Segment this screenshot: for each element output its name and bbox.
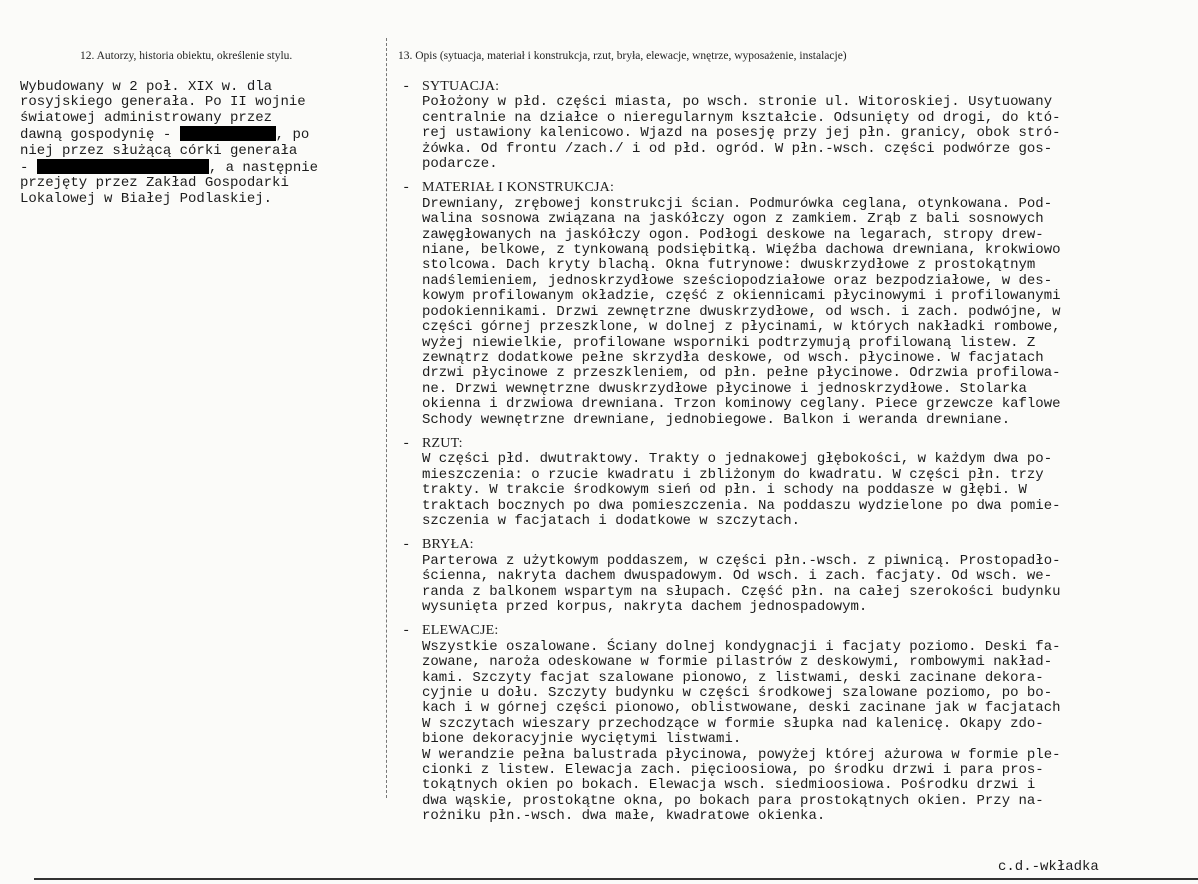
section-line: ne. Drzwi wewnętrzne dwuskrzydłowe płycinowe i jednoskrzydłowe. Stolarka [422, 380, 1027, 397]
history-text-block [20, 80, 318, 207]
section-line: tokątnych okien po bokach. Elewacja wsch. siedmioosiowa. Pośrodku drzwi i [422, 777, 1036, 794]
section-line: centralnie na działce o nieregularnym kształcie. Odsunięty od drogi, do któ- [422, 109, 1061, 126]
section-line: Położony w płd. części miasta, po wsch. stronie ul. Witoroskiej. Usytuowany [422, 94, 1053, 111]
redaction-bar [180, 126, 276, 141]
section-line: nadślemieniem, jednoskrzydłowe sześciopodziałowe oraz bezpodziałowe, w des- [422, 272, 1053, 289]
section-line: zawęgłowanych na jaskółczy ogon. Podłogi deskowe na legarach, stropy drew- [422, 226, 1044, 243]
section-line: Schody wewnętrzne drewniane, jednobiegowe. Balkon i weranda drewniane. [422, 411, 1011, 428]
bottom-rule [34, 878, 1198, 880]
section-line: cionki z listew. Elewacja zach. pięcioosiowa, po środku drzwi i para pros- [422, 762, 1044, 779]
section-line: traktach bocznych po dwa pomieszczenia. Na poddaszu wydzielone po dwa pomie- [422, 497, 1061, 514]
section-heading [402, 180, 1198, 196]
section-heading [402, 436, 1198, 452]
history-line: - [20, 160, 37, 177]
section-line: mieszczenia: o rzucie kwadratu i zbliżonym do kwadratu. W części płn. trzy [422, 466, 1044, 483]
section-line: kami. Szczyty facjat szalowane pionowo, z listwami, deski zacinane dekora- [422, 669, 1044, 686]
section-line: Wszystkie oszalowane. Ściany dolnej kondygnacji i facjaty poziomo. Deski fa- [422, 638, 1061, 655]
section-title: BRYŁA: [422, 537, 474, 553]
description-section [402, 436, 1198, 529]
bullet-dash: - [402, 537, 411, 554]
field-header-description: 13. Opis (sytuacja, materiał i konstrukcja, rzut, bryła, elewacje, wnętrze, wyposażenie, instalacje) [398, 50, 847, 62]
section-line: zewnątrz dodatkowe pełne skrzydła deskowe, od wsch. płycinowe. W facjatach [422, 349, 1044, 366]
section-line: ścienna, nakryta dachem dwuspadowym. Od wsch. i zach. facjaty. Od wsch. we- [422, 568, 1053, 585]
section-title: SYTUACJA: [422, 79, 500, 94]
history-line: rosyjskiego generała. Po II wojnie [20, 94, 306, 111]
section-line: rożniku płn.-wsch. dwa małe, kwadratowe okienka. [422, 808, 826, 825]
redaction-bar [37, 159, 209, 174]
bullet-dash: - [402, 79, 411, 95]
section-line: W werandzie pełna balustrada płycinowa, powyżej której ażurowa w formie ple- [422, 746, 1061, 763]
section-line: stolcowa. Dach kryty blachą. Okna futrynowe: dwuskrzydłowe z prostokątnym [422, 257, 1036, 274]
description-sections [402, 79, 1198, 833]
section-line: okienna i drzwiowa drewniana. Trzon kominowy ceglany. Piece grzewcze kaflowe [422, 396, 1061, 413]
history-line: , a następnie [208, 160, 319, 177]
history-line: dawną gospodynię - [20, 127, 180, 144]
description-section [402, 79, 1198, 172]
section-title: RZUT: [422, 435, 463, 451]
section-line: szczenia w facjatach i dodatkowe w szczytach. [422, 512, 801, 529]
section-title: MATERIAŁ I KONSTRUKCJA: [422, 180, 615, 196]
bullet-dash: - [402, 180, 411, 197]
section-line: części górnej przeszklone, w dolnej z płycinami, w których nakładki rombowe, [422, 319, 1061, 336]
bullet-dash: - [402, 623, 411, 640]
history-line: niej przez służącą córki generała [20, 142, 298, 159]
section-heading [402, 537, 1198, 553]
description-section [402, 623, 1198, 824]
section-line: Drewniany, zrębowej konstrukcji ścian. Podmurówka ceglana, otynkowana. Pod- [422, 195, 1053, 212]
section-line: wysunięta przed korpus, nakryta dachem jednospadowym. [422, 599, 868, 615]
history-line: Wybudowany w 2 poł. XIX w. dla [20, 79, 273, 95]
history-line: światowej administrowany przez [20, 109, 273, 126]
section-line: zowane, naroża odeskowane w formie pilastrów z deskowymi, rombowymi nakład- [422, 654, 1053, 671]
section-heading [402, 79, 1198, 95]
description-section [402, 180, 1198, 428]
section-line: wyżej niewielkie, profilowane wsporniki podtrzymują profilowaną listew. Z [422, 334, 1036, 351]
section-line: kach i w górnej części pionowo, oblistwowane, deski zacinane jak w facjatach [422, 700, 1061, 717]
section-line: randa z balkonem wspartym na słupach. Część płn. na całej szerokości budynku [422, 583, 1061, 600]
description-section [402, 537, 1198, 615]
section-line: Parterowa z użytkowym poddaszem, w części płn.-wsch. z piwnicą. Prostopadło- [422, 552, 1061, 569]
section-line: W szczytach wieszary przechodzące w formie słupka nad kalenicę. Okapy zdo- [422, 715, 1044, 732]
history-line: , po [275, 127, 310, 144]
section-line: bione dekoracyjnie wyciętymi listwami. [422, 731, 742, 748]
bullet-dash: - [402, 435, 411, 452]
section-line: kowym profilowanym okładzie, część z okiennicami płycinowymi i profilowanymi [422, 288, 1061, 305]
history-line: Lokalowej w Białej Podlaskiej. [20, 190, 273, 207]
section-line: W części płd. dwutraktowy. Trakty o jednakowej głębokości, w każdym dwa po- [422, 451, 1053, 468]
section-line: podokiennikami. Drzwi zewnętrzne dwuskrzydłowe, od wsch. i zach. podwójne, w [422, 303, 1061, 320]
field-header-authors-history: 12. Autorzy, historia obiektu, określenie stylu. [80, 50, 293, 62]
section-line: trakty. W trakcie środkowym sień od płn. i schody na poddasze w głębi. W [422, 482, 1027, 499]
continuation-note: c.d.-wkładka [998, 859, 1099, 875]
section-line: dwa wąskie, prostokątne okna, po bokach para prostokątnych okien. Przy na- [422, 792, 1044, 809]
column-divider [386, 38, 388, 798]
section-line: walina sosnowa związana na jaskółczy ogon z zamkiem. Zrąb z bali sosnowych [422, 211, 1044, 228]
section-line: niane, belkowe, z tynkowaną podsiębitką. Więźba dachowa drewniana, krokwiowo [422, 242, 1061, 259]
history-line: przejęty przez Zakład Gospodarki [20, 175, 289, 192]
section-line: żówka. Od frontu /zach./ i od płd. ogród. W płn.-wsch. części podwórze gos- [422, 140, 1053, 157]
section-line: cyjnie u dołu. Szczyty budynku w części środkowej szalowane poziomo, po bo- [422, 685, 1053, 702]
section-line: podarcze. [422, 156, 498, 173]
section-line: rej ustawiony kalenicowo. Wjazd na posesję przy jej płn. granicy, obok stró- [422, 125, 1061, 142]
section-title: ELEWACJE: [422, 623, 499, 639]
section-heading [402, 623, 1198, 639]
section-line: drzwi płycinowe z przeszkleniem, od płn. pełne płycinowe. Odrzwia profilowa- [422, 365, 1061, 382]
